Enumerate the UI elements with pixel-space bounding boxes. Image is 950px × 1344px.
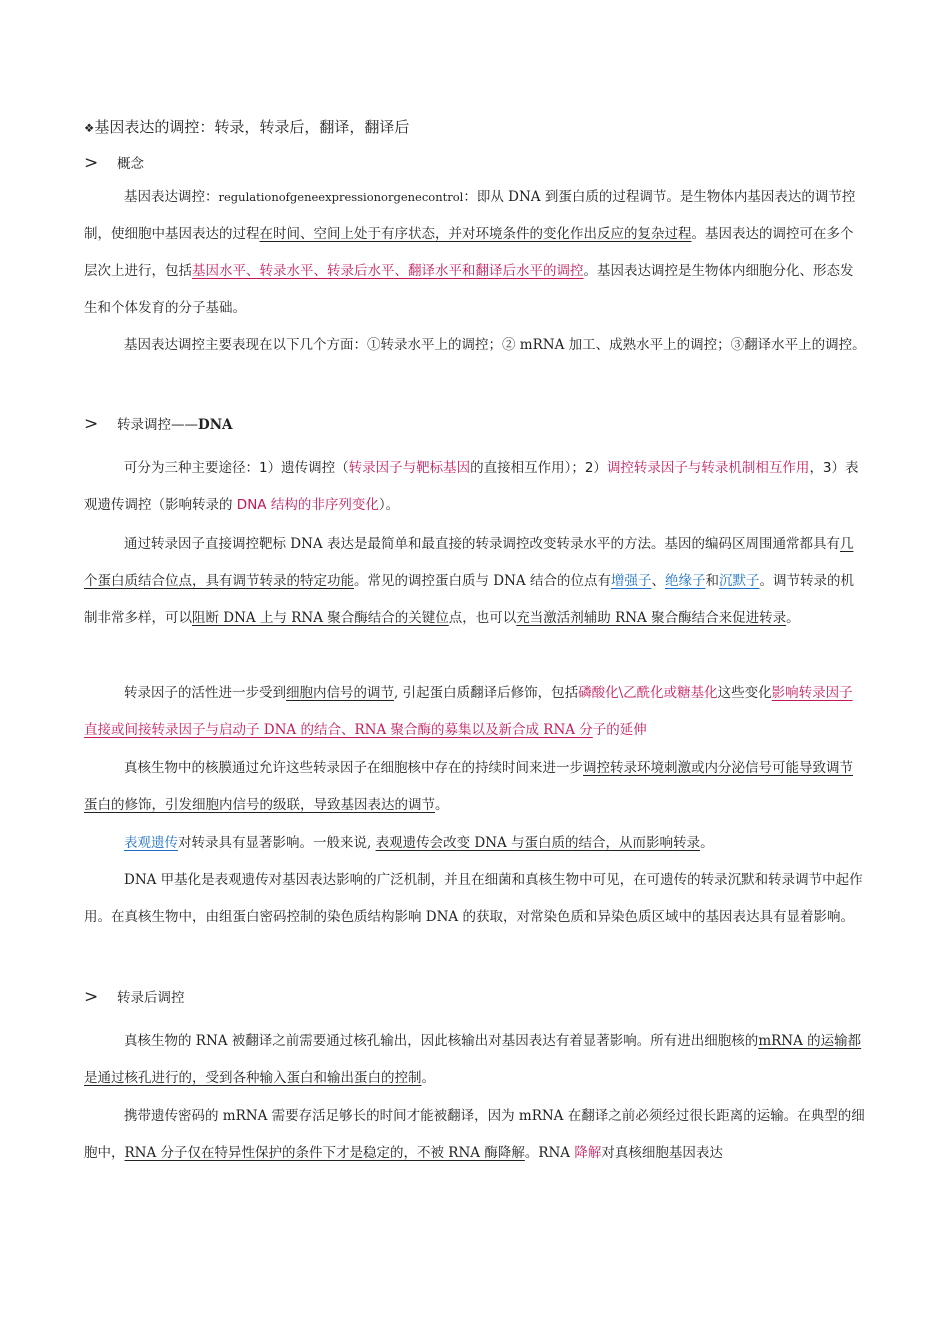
paragraph-nuclear-export (84, 1023, 866, 1097)
underlined-text: 表观遗传会改变 DNA 与蛋白质的结合，从而影响转录 (375, 835, 701, 851)
link-epigenetics[interactable]: 表观遗传 (124, 835, 178, 851)
underlined-text: RNA 分子仅在特异性保护的条件下才是稳定的，不被 RNA 酶降解 (124, 1145, 525, 1161)
text-run: 。 (700, 835, 714, 851)
highlighted-text: 磷酸化\乙酰化或糖基化 (578, 685, 718, 701)
text-run: 。调节转录的机制非常多样，可以 (84, 573, 854, 626)
text-run: ）。 (378, 497, 400, 513)
link-insulator[interactable]: 绝缘子 (664, 573, 706, 589)
highlighted-text: 调控转录因子与转录机制相互作用 (606, 460, 810, 476)
text-run: 。 (435, 797, 449, 813)
text-run: 。 (421, 1070, 435, 1086)
text-run: 。RNA (524, 1145, 575, 1161)
link-silencer[interactable]: 沉默子 (718, 573, 760, 589)
text-run: 点，也可以 (448, 610, 517, 626)
text-run: 这些变化 (717, 685, 772, 701)
text-run: 的直接相互作用）；2） (470, 460, 607, 476)
underlined-text: 充当激活剂辅助 RNA 聚合酶结合来促进转录 (516, 610, 787, 626)
text-run: ：即从 DNA 到蛋白质的过程调节。是生物体内基因表达的调节控制，使细胞中基因表达的过程 (84, 189, 856, 242)
text-run: 。常见的调控蛋白质与 DNA 结合的位点有 (354, 573, 611, 589)
paragraph-epigenetics (84, 825, 866, 862)
section-heading-transcription (84, 412, 866, 437)
underlined-text: 调控转录环境刺激或内分泌信号可能导致调节蛋白的修饰，引发细胞内信号的级联，导致基因表达的调节 (84, 760, 853, 813)
paragraph-tf-activity (84, 675, 866, 749)
document-title (84, 115, 866, 140)
text-run: ，3）表观遗传调控（影响转录的 (84, 460, 859, 513)
chevron-right-icon: > (84, 987, 99, 1007)
title-text: 基因表达的调控：转录，转录后，翻译，翻译后 (94, 118, 410, 136)
text-run: 。基因表达的调控可在多个层次上进行，包括 (84, 226, 854, 279)
text-run: 转录因子的活性进一步受到 (124, 685, 286, 701)
underlined-text: mRNA 的运输都是通过核孔进行的，受到各种输入蛋白和输出蛋白的控制 (84, 1033, 862, 1086)
text-run: 基因表达调控主要表现在以下几个方面：①转录水平上的调控；② mRNA 加工、成熟水平上的调控；③翻译水平上的调控。 (124, 337, 866, 353)
diamond-bullet-icon: ❖ (84, 121, 95, 135)
section-label: 概念 (117, 156, 144, 172)
section-heading-post-transcription (84, 985, 866, 1010)
paragraph-mrna-stability (84, 1098, 866, 1172)
text-run: 对真核细胞基因表达 (601, 1145, 723, 1161)
text-run: 。基因表达调控是生物体内细胞分化、形态发生和个体发育的分子基础。 (84, 263, 854, 316)
text-run: , 引起蛋白质翻译后修饰，包括 (394, 685, 579, 701)
highlighted-text: 子的延伸 (592, 722, 647, 738)
paragraph-methylation (84, 862, 866, 936)
highlighted-text: 转录因子与靶标基因 (348, 460, 471, 476)
text-run: 通过转录因子直接调控靶标 DNA 表达是最简单和最直接的转录调控改变转录水平的方法。基因的编码区周围通常都具有 (124, 536, 840, 552)
text-run: 真核生物中的核膜通过允许这些转录因子在细胞核中存在的持续时间来进一步 (124, 760, 583, 776)
highlighted-text: 影响转录因子直接或间接转录因子与启动子 DNA 的结合、RNA 聚合酶的募集以及新合成 RNA 分 (84, 685, 853, 738)
text-run: DNA 甲基化是表观遗传对基因表达影响的广泛机制，并且在细菌和真核生物中可见，在可遗传的转录沉默和转录调节中起作用。在真核生物中，由组蛋白密码控制的染色质结构影响 DNA 的获取，对常染色质和异染色质区域中的基因表达具有显着影响。 (84, 872, 863, 925)
underlined-text: 在时间、空间上处于有序状态，并对环境条件的变化作出反应的复杂过程 (259, 226, 692, 242)
section-label: 转录调控—— (117, 417, 198, 433)
paragraph-three-pathways (84, 450, 866, 524)
text-run: 。 (786, 610, 800, 626)
section-label-bold: DNA (198, 417, 233, 433)
paragraph-definition (84, 179, 866, 327)
highlighted-text: 降解 (574, 1145, 602, 1161)
underlined-text: 细胞内信号的调节 (286, 685, 394, 701)
text-run: 、 (651, 573, 665, 589)
highlighted-text: DNA 结构的非序列变化 (236, 497, 379, 513)
section-label: 转录后调控 (117, 990, 185, 1006)
link-enhancer[interactable]: 增强子 (610, 573, 652, 589)
text-run: 和 (705, 573, 719, 589)
english-term: regulationofgeneexpressionorgenecontrol (218, 190, 464, 204)
underlined-text: 阻断 DNA 上与 RNA 聚合酶结合的关键位 (192, 610, 449, 626)
chevron-right-icon: > (84, 414, 99, 434)
highlighted-text: 基因水平、转录水平、转录后水平、翻译水平和翻译后水平的调控 (192, 263, 584, 279)
text-run: 基因表达调控： (124, 189, 219, 205)
text-run: 可分为三种主要途径：1）遗传调控（ (124, 460, 349, 476)
paragraph-nuclear-membrane (84, 750, 866, 824)
chevron-right-icon: > (84, 153, 99, 173)
text-run: 对转录具有显著影响。一般来说, (178, 835, 376, 851)
underlined-text: 几个蛋白质结合位点，具有调节转录的特定功能 (84, 536, 854, 589)
text-run: 真核生物的 RNA 被翻译之前需要通过核孔输出，因此核输出对基因表达有着显著影响。所有进出细胞核的 (124, 1033, 759, 1049)
text-run: 携带遗传密码的 mRNA 需要存活足够长的时间才能被翻译，因为 mRNA 在翻译之前必须经过很长距离的运输。在典型的细胞中， (84, 1108, 865, 1161)
paragraph-direct-regulation (84, 526, 866, 637)
paragraph-levels (84, 327, 866, 364)
section-heading-concept (84, 151, 866, 176)
